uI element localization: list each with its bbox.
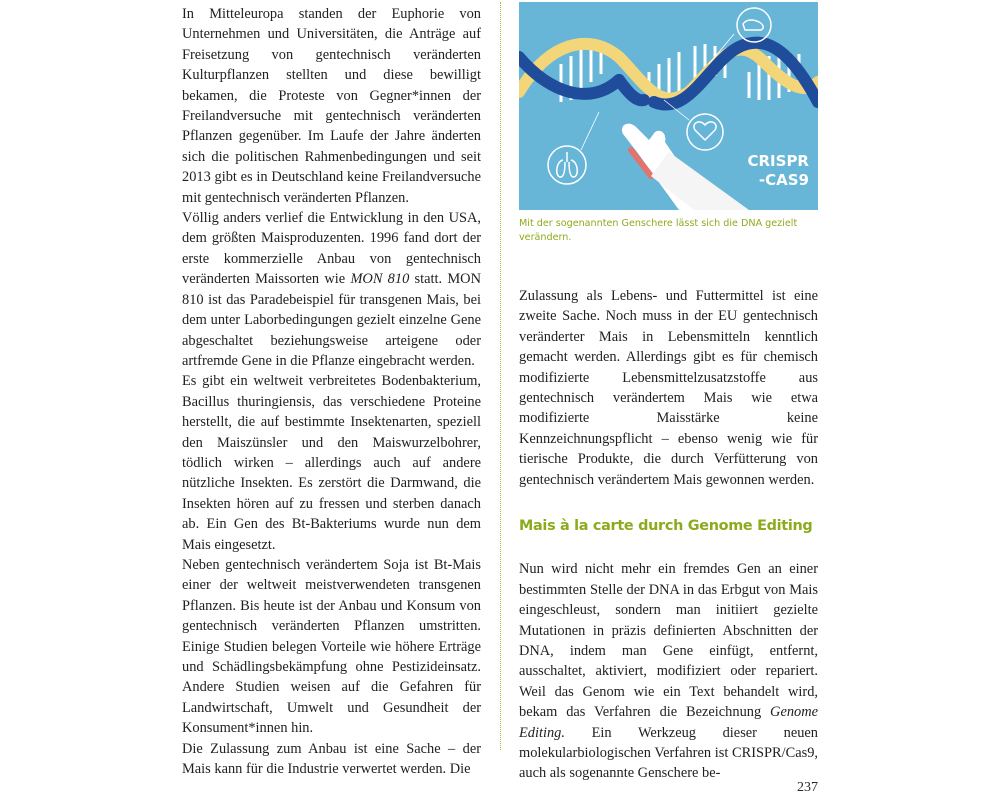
paragraph-soja: Neben gentechnisch verändertem Soja ist Bt-Mais einer der weltweit meistverwendeten transgenen Pflanzen. Bis heute ist der Anbau und Konsum von gentechnisch veränderten Pflanzen umstritten. Einige Studien belegen Vorteile wie höhere Erträge und Schädlingsbekämpfung ohne Pestizideinsatz. Andere Studien weisen auf die Gefahren für Landwirtschaft, Umwelt und Gesundheit der Konsument*innen hin. [182, 556, 481, 737]
figure-caption: Mit der sogenannten Genschere lässt sich die DNA gezielt verändern. [519, 218, 798, 243]
genome-editing-italic: Genome Editing. [519, 704, 818, 741]
paragraph-genome-editing [519, 559, 818, 783]
left-text-column [182, 4, 481, 779]
mon810-italic: MON 810 [350, 271, 410, 288]
paragraph-genome-editing-a: Nun wird nicht mehr ein fremdes Gen an einer bestimmten Stelle der DNA in das Erbgut von Mais eingeschleust, sondern man initiiert gezielte Mutationen in präzis definierten Abschnitten der DNA, indem man Gene einfügt, entfernt, ausschaltet, aktiviert, modifiziert oder repariert. Weil das Genom wie ein Text behandelt wird, bekam das Verfahren die Bezeichnung [519, 561, 818, 721]
crispr-figure [519, 2, 818, 210]
paragraph-usa-text: Völlig anders verlief die Entwicklung in den USA, dem größten Maisproduzenten. 1996 fand dort der erste kommerzielle Anbau von gentechnisch veränderten Maissorten wie [182, 210, 481, 288]
crispr-label-line1: CRISPR [747, 152, 809, 170]
column-divider [500, 2, 501, 750]
paragraph-futtermittel: Zulassung als Lebens- und Futtermittel ist eine zweite Sache. Noch muss in der EU gentechnisch veränderter Mais in Lebensmitteln kenntlich gemacht werden. Allerdings gibt es für chemisch modifizierte Lebensmittelzusatzstoffe aus gentechnisch verändertem Mais wie etwa modifizierte Maisstärke keine Kennzeichnungspflicht – ebenso wenig wie für tierische Produkte, die durch Verfütterung von gentechnisch verändertem Mais gewonnen werden. [519, 288, 818, 488]
section-heading: Mais à la carte durch Genome Editing [519, 518, 813, 534]
heart-icon [687, 114, 723, 150]
lungs-icon [548, 146, 586, 184]
page-number: 237 [797, 780, 818, 795]
paragraph-intro: In Mitteleuropa standen der Euphorie von Unternehmen und Universitäten, die Anträge auf Freisetzung von gentechnisch veränderten Kulturpflanzen stellten und diese bewilligt bekamen, die Proteste von Gegner*innen der Freilandversuche mit gentechnisch veränderten Pflanzen gegenüber. Im Laufe der Jahre änderten sich die politischen Rahmenbedingungen und seit 2013 gibt es in Deutschland keine Freilandversuche mit gentechnisch veränderten Pflanzen. [182, 6, 481, 206]
paragraph-genome-editing-b: Ein Werkzeug dieser neuen molekularbiologischen Verfahren ist CRISPR/Cas9, auch als sogenannte Genschere be- [519, 724, 818, 782]
paragraph-bacterium: Es gibt ein weltweit verbreitetes Bodenbakterium, Bacillus thuringiensis, das verschiedene Proteine herstellt, die auf bestimmte Insektenarten, speziell den Maiszünsler und den Maiswurzelbohrer, tödlich wirken – allerdings auch auf andere nützliche Insekten. Es zerstört die Darmwand, die Insekten hören auf zu fressen und sterben danach ab. Ein Gen des Bt-Bakteriums wurde nun dem Mais eingesetzt. [182, 373, 481, 553]
crispr-label-line2: -CAS9 [758, 171, 809, 189]
right-text-column [519, 286, 818, 490]
crispr-label [729, 152, 809, 190]
paragraph-usa [182, 208, 481, 371]
paragraph-usa-text-2: statt. MON 810 ist das Paradebeispiel für transgenen Mais, bei dem unter Laborbedingungen gezielt einzelne Gene abgeschaltet beziehungsweise arteigene oder artfremde Gene in die Pflanze eingebracht werden. [182, 271, 481, 369]
right-text-column-2 [519, 545, 818, 798]
paragraph-zulassung: Die Zulassung zum Anbau ist eine Sache – der Mais kann für die Industrie verwertet werden. Die [182, 740, 481, 778]
